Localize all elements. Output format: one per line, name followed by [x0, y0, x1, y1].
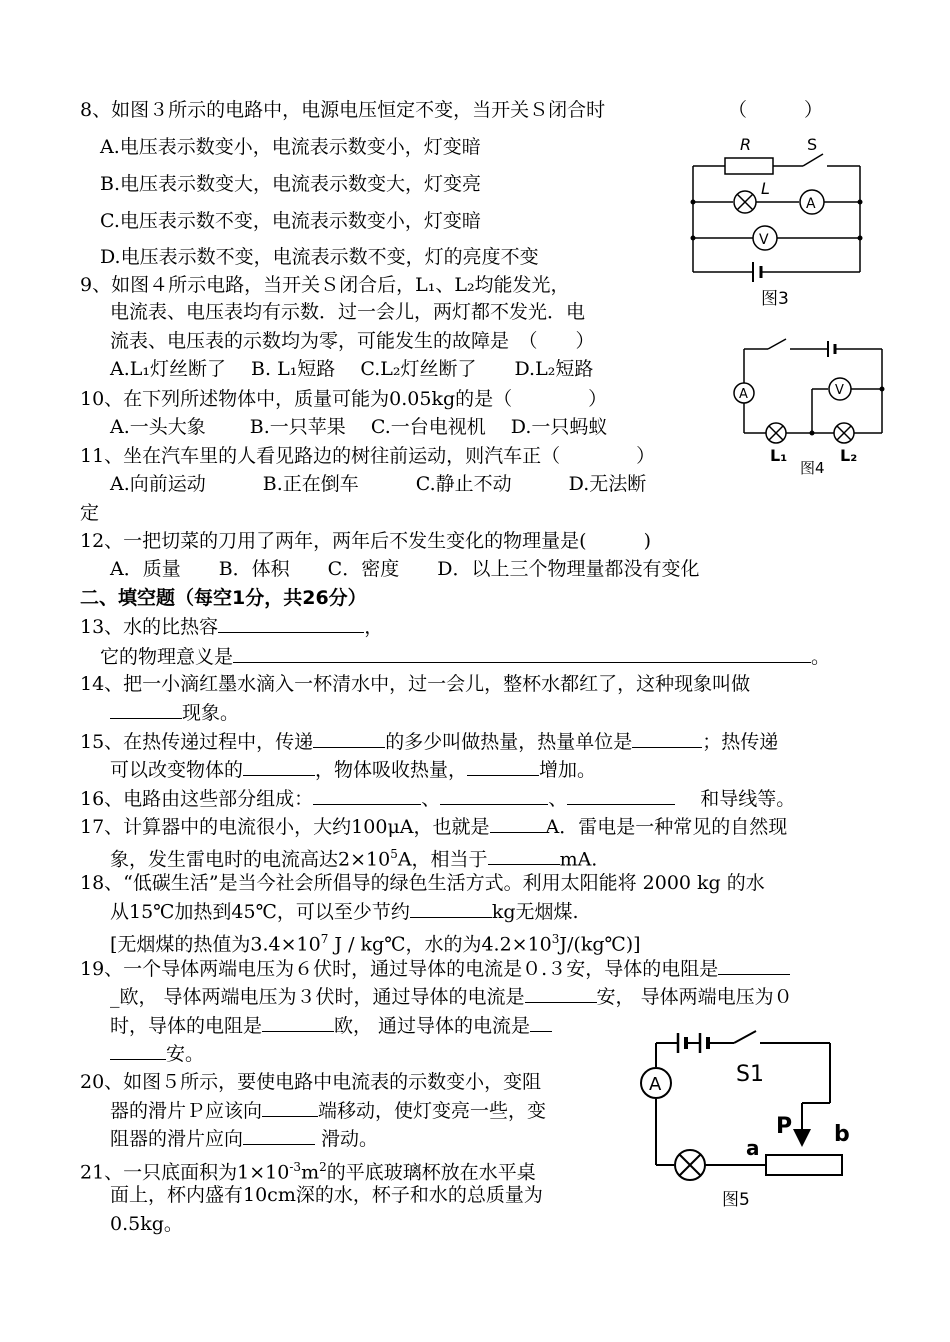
fig5-a-label: a	[746, 1136, 760, 1160]
q16-blank-3[interactable]	[567, 786, 675, 805]
q8-option-d: D.电压表示数不变，电流表示数不变，灯的亮度不变	[100, 246, 539, 268]
q15-blank-2[interactable]	[632, 729, 702, 748]
q18-line1: 18、“低碳生活”是当今社会所倡导的绿色生活方式。利用太阳能将 2000 kg 的水	[80, 872, 765, 894]
q21-line3: 0.5kg。	[110, 1213, 183, 1235]
fig5-caption: 图5	[722, 1190, 750, 1210]
q19-blank-4[interactable]	[530, 1013, 552, 1032]
q15-line2: 可以改变物体的 ，物体吸收热量， 增加。	[110, 759, 597, 781]
q12-stem: 12、一把切菜的刀用了两年，两年后不发生变化的物理量是( )	[80, 530, 652, 552]
q8-stem: 8、如图３所示的电路中，电源电压恒定不变，当开关Ｓ闭合时	[80, 99, 606, 121]
q14-blank[interactable]	[110, 700, 182, 719]
q18-blank[interactable]	[410, 899, 492, 918]
fig5-s1-label: S1	[736, 1062, 764, 1087]
section-2-heading: 二、填空题（每空1分，共26分）	[80, 587, 367, 609]
fig4-l1-label: L₁	[770, 446, 788, 465]
q16-blank-1[interactable]	[313, 786, 421, 805]
q17-blank-2[interactable]	[488, 846, 560, 865]
figure-3-circuit	[685, 130, 875, 310]
q12-options: A．质量 B．体积 C．密度 D．以上三个物理量都没有变化	[110, 558, 700, 580]
fig3-caption: 图3	[761, 289, 789, 309]
q19-line3: 时，导体的电阻是 欧， 通过导体的电流是	[110, 1013, 552, 1038]
q20-blank-2[interactable]	[243, 1126, 315, 1145]
q19-line4: 安。	[110, 1041, 204, 1066]
fig4-l2-label: L₂	[840, 446, 858, 465]
q13-line1: 13、水的比热容 ，	[80, 616, 384, 638]
q11-options: A.向前运动 B.正在倒车 C.静止不动 D.无法断	[110, 473, 647, 495]
q21-line1: 21、一只底面积为$1\times 10^{-3}m^2$的平底玻璃杯放在水平桌	[80, 1160, 536, 1184]
q18-line2: 从15℃加热到45℃，可以至少节约 kg无烟煤.	[110, 901, 579, 923]
fig5-ammeter-label: A	[649, 1074, 662, 1095]
q21-line2: 面上，杯内盛有10cm深的水，杯子和水的总质量为	[110, 1184, 543, 1206]
q8-option-a: A.电压表示数变小，电流表示数变小，灯变暗	[100, 136, 481, 158]
q9-line2: 电流表、电压表均有示数．过一会儿，两灯都不发光．电	[110, 301, 586, 323]
q9-line3: 流表、电压表的示数均为零，可能发生的故障是 （ ）	[110, 330, 595, 352]
q11-stem: 11、坐在汽车里的人看见路边的树往前运动，则汽车正（ ）	[80, 445, 656, 467]
q19-blank-1[interactable]	[718, 956, 790, 975]
q13-line2: 它的物理意义是 。	[100, 646, 831, 668]
q16-line: 16、电路由这些部分组成： 、 、 和导线等。	[80, 788, 796, 810]
q15-blank-3[interactable]	[243, 757, 315, 776]
q17-line2: 象，发生雷电时的电流高达$2\times 10^5A$，相当于 mA.	[110, 847, 598, 871]
q15-line1: 15、在热传递过程中，传递 的多少叫做热量，热量单位是 ；热传递	[80, 731, 779, 753]
q14-line1: 14、把一小滴红墨水滴入一杯清水中，过一会儿，整杯水都红了，这种现象叫做	[80, 673, 751, 695]
q19-line1: 19、一个导体两端电压为６伏时，通过导体的电流是０.３安，导体的电阻是	[80, 956, 790, 981]
q20-blank-1[interactable]	[262, 1098, 318, 1117]
q15-blank-1[interactable]	[313, 729, 385, 748]
q10-options: A.一头大象 B.一只苹果 C.一台电视机 D.一只蚂蚁	[110, 416, 608, 438]
fig5-p-label: P	[776, 1114, 793, 1139]
fig5-b-label: b	[834, 1122, 850, 1147]
fig3-voltmeter-label: V	[759, 232, 769, 248]
fig3-s-label: S	[807, 135, 818, 154]
q11-continuation: 定	[80, 502, 100, 524]
fig4-ammeter-label: A	[739, 387, 748, 402]
q16-blank-2[interactable]	[440, 786, 548, 805]
q13-blank-1[interactable]	[218, 614, 364, 633]
q20-line2: 器的滑片Ｐ应该向 端移动，使灯变亮一些，变	[110, 1100, 547, 1122]
fig4-caption: 图4	[800, 459, 825, 475]
figure-4-circuit	[730, 335, 900, 475]
q19-line2: _欧， 导体两端电压为３伏时，通过导体的电流是 安， 导体两端电压为０	[110, 986, 793, 1008]
q8-option-b: B.电压表示数变大，电流表示数变大，灯变亮	[100, 173, 482, 195]
q17-line1: 17、计算器中的电流很小，大约100μA，也就是 A．雷电是一种常见的自然现	[80, 816, 788, 838]
q17-blank-1[interactable]	[490, 814, 546, 833]
q8-option-c: C.电压表示数不变，电流表示数变小，灯变暗	[100, 210, 481, 232]
q14-line2: 现象。	[110, 700, 239, 725]
q9-options: A.L₁灯丝断了 B. L₁短路 C.L₂灯丝断了 D.L₂短路	[110, 358, 594, 380]
q19-blank-3[interactable]	[262, 1013, 334, 1032]
q20-line3: 阻器的滑片应向 滑动。	[110, 1128, 379, 1150]
q20-line1: 20、如图５所示，要使电路中电流表的示数变小，变阻	[80, 1071, 542, 1093]
fig3-l-label: L	[761, 179, 770, 198]
q10-stem: 10、在下列所述物体中，质量可能为0.05kg的是（ ）	[80, 388, 608, 410]
q19-blank-2[interactable]	[525, 984, 597, 1003]
fig4-voltmeter-label: V	[835, 383, 844, 398]
figure-5-circuit	[640, 1015, 860, 1215]
q8-answer-paren: （ ）	[728, 99, 824, 121]
q13-blank-2[interactable]	[233, 644, 811, 663]
q9-line1: 9、如图４所示电路，当开关Ｓ闭合后，L₁、L₂均能发光，	[80, 274, 570, 296]
q18-line3: [无烟煤的热值为$3.4\times 10^7$ J / kg℃，水的为$4.2\times 10^3J/(kg℃)$]	[110, 932, 641, 956]
fig3-ammeter-label: A	[806, 196, 816, 212]
fig3-r-label: R	[740, 135, 752, 154]
q19-blank-4-cont[interactable]	[110, 1041, 166, 1060]
q15-blank-4[interactable]	[467, 757, 539, 776]
